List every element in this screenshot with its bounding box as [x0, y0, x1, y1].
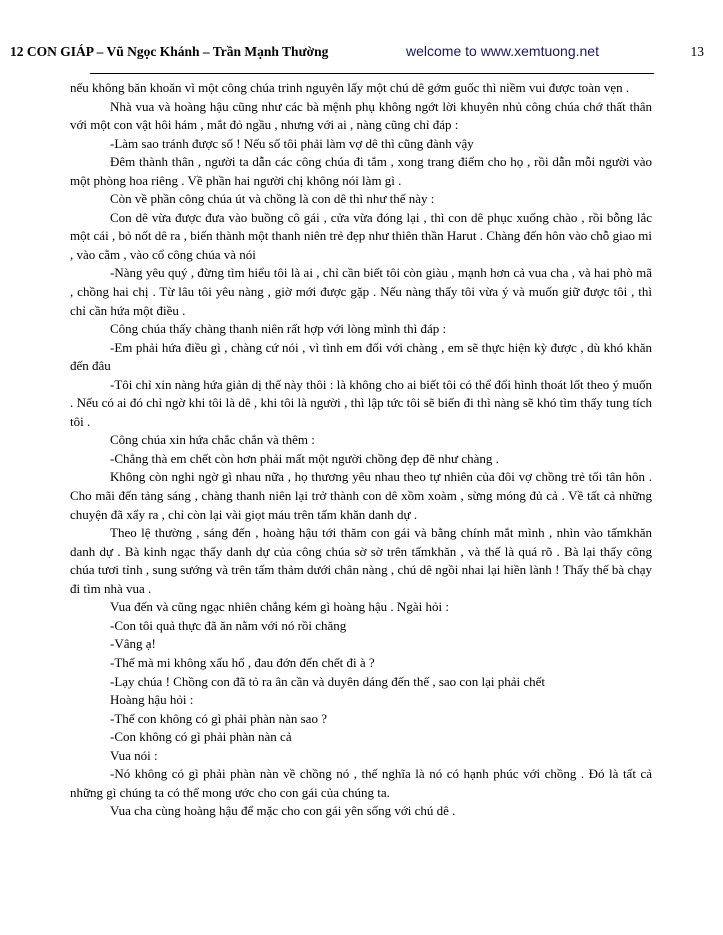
paragraph: Công chúa thấy chàng thanh niên rất hợp với lòng mình thì đáp :	[110, 321, 447, 337]
body-text	[70, 79, 652, 821]
paragraph: -Thế mà mi không xấu hổ , đau đớn đến chết đi à ?	[110, 654, 375, 670]
paragraph: -Con tôi quả thực đã ăn nằm với nó rồi chăng	[110, 617, 347, 633]
paragraph: Vua cha cùng hoàng hậu để mặc cho con gái yên sống với chú dê .	[110, 803, 456, 819]
paragraph: nếu không băn khoăn vì một công chúa trinh nguyên lấy một chú dê gớm guốc thì niềm vui được toàn vẹn .	[70, 80, 630, 95]
paragraph: -Chẳng thà em chết còn hơn phải mất một người chồng đẹp đẽ như chàng .	[110, 450, 499, 466]
paragraph: -Nó không có gì phải phàn nàn về chồng nó , thế nghĩa là nó có hạnh phúc với chồng . Đó là tất cả những gì chúng ta có thể mong ước cho con gái của chúng ta.	[70, 766, 652, 800]
paragraph: -Lạy chúa ! Chồng con đã tỏ ra ân cần và duyên dáng đến thế , sao con lại phải chết	[110, 673, 545, 689]
page-header	[10, 44, 710, 64]
paragraph: Đêm thành thân , người ta dẫn các công chúa đi tắm , xong trang điểm cho họ , rồi dẫn mỗi người vào một phòng hoa riêng . Về phần hai người chị không nói làm gì .	[70, 154, 652, 188]
paragraph: Hoàng hậu hỏi :	[110, 692, 194, 708]
paragraph: -Thế con không có gì phải phàn nàn sao ?	[110, 710, 327, 726]
paragraph: Còn về phần công chúa út và chồng là con dê thì như thế này :	[110, 191, 435, 207]
paragraph: Vua đến và cũng ngạc nhiên chẳng kém gì hoàng hậu . Ngài hỏi :	[110, 599, 449, 615]
paragraph: -Tôi chỉ xin nàng hứa giản dị thế này thôi : là không cho ai biết tôi có thể đổi hình thoát lốt theo ý muốn . Nếu có ai đó chỉ ngờ khi tôi là dê , khi tôi là người , thì lập tức tôi sẽ biến đi thì nàng sẽ khó tìm thấy tung tích tôi .	[70, 376, 652, 429]
page-number: 13	[690, 44, 704, 59]
paragraph: -Con không có gì phải phàn nàn cả	[110, 729, 292, 745]
paragraph: Nhà vua và hoàng hậu cũng như các bà mệnh phụ không ngớt lời khuyên nhủ công chúa chớ thất thân với một con vật hôi hám , mắt đỏ ngầu , nhưng với ai , nàng cũng chỉ đáp :	[70, 98, 652, 133]
website-link[interactable]: welcome to www.xemtuong.net	[406, 43, 599, 59]
paragraph: Con dê vừa được đưa vào buồng cô gái , cửa vừa đóng lại , thì con dê phục xuống chào , rồi bỗng lắc một cái , bỏ nốt dê ra , biến thành một thanh niên trẻ đẹp như thiên thần Harut . Chàng đến hôn vào chỗ giao mi , vào cằm , vào cổ công chúa và nói	[70, 209, 652, 262]
paragraph: -Làm sao tránh được số ! Nếu số tôi phải làm vợ dê thì cũng đành vậy	[110, 135, 474, 151]
paragraph: Công chúa xin hứa chắc chắn và thêm :	[110, 432, 315, 448]
book-title: 12 CON GIÁP – Vũ Ngọc Khánh – Trần Mạnh Thường	[10, 44, 329, 59]
paragraph: Theo lệ thường , sáng đến , hoàng hậu tới thăm con gái và bằng chính mắt mình , nhìn vào tấmkhăn danh dự . Bà kinh ngạc thấy danh dự của công chúa sờ sờ trên tấmkhăn , và thế là quá rõ . Bà lại thấy công chúa tươi tỉnh , sung sướng và trên tấm thảm dưới chân nàng , chú dê ngồi nhai lại hiền lành ! Thấy thế bà chạy đi tìm nhà vua .	[70, 525, 652, 596]
paragraph: -Vâng ạ!	[110, 636, 156, 652]
header-divider	[90, 73, 654, 74]
paragraph: Vua nói :	[110, 747, 158, 763]
paragraph: -Em phải hứa điều gì , chàng cứ nói , vì tình em đối với chàng , em sẽ thực hiện kỳ được , dù khó khăn đến đâu	[70, 339, 652, 374]
paragraph: -Nàng yêu quý , đừng tìm hiểu tôi là ai , chỉ cần biết tôi còn giàu , mạnh hơn cả vua cha , và hai phò mã , chồng hai chị . Từ lâu tôi yêu nàng , giờ mới được gặp . Nếu nàng thấy tôi vừa ý và muốn giữ được tôi , thì chỉ cần hứa một điều .	[70, 265, 652, 318]
paragraph: Không còn nghi ngờ gì nhau nữa , họ thương yêu nhau theo tự nhiên của đôi vợ chồng trẻ tối tân hôn . Cho mãi đến tảng sáng , chàng thanh niên lại trở thành con dê xồm xoàm , sừng móng đủ cả . Về tất cả những chuyện đã xẩy ra , chỉ còn lại vài giọt máu trên tấm khăn danh dự .	[70, 469, 652, 522]
